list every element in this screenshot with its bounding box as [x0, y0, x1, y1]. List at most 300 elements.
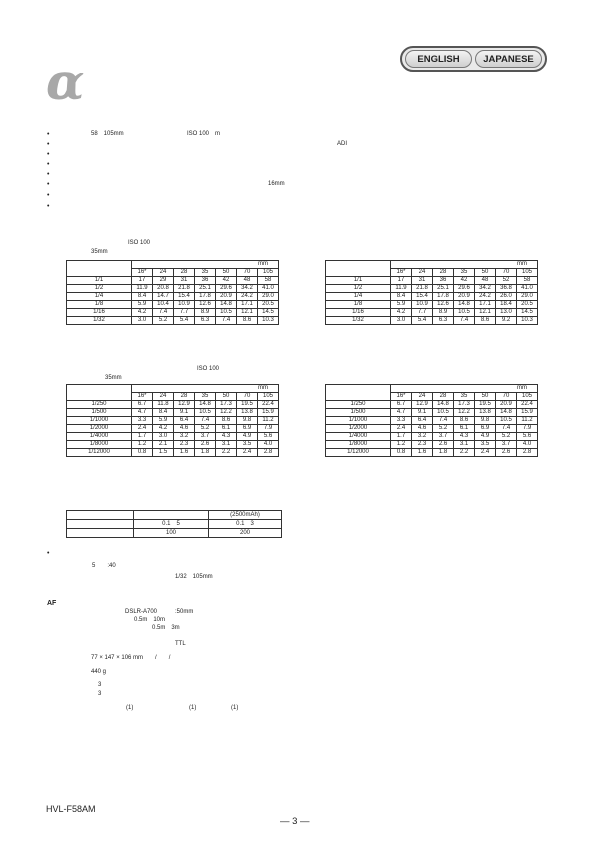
row-label: 1/500: [67, 409, 132, 417]
hss-format-label: 35mm: [105, 375, 122, 381]
table-cell: 4.6: [174, 425, 195, 433]
table-cell: 20.8: [153, 285, 174, 293]
table-cell: 5.4: [412, 317, 433, 325]
table-cell: 12.6: [195, 301, 216, 309]
focal-length-header: 28: [174, 393, 195, 401]
spec-ttl: TTL: [175, 641, 186, 647]
table-cell: 12.2: [454, 409, 475, 417]
table-cell: 5.2: [195, 425, 216, 433]
table-row: [326, 441, 538, 449]
row-label: 1/4: [67, 293, 132, 301]
table-cell: 17.1: [475, 301, 496, 309]
page-number: — 3 —: [280, 816, 310, 827]
table-cell: 12.9: [174, 401, 195, 409]
table-cell: 7.9: [258, 425, 279, 433]
focal-length-header: 16*: [391, 269, 412, 277]
row-label: 1/4: [326, 293, 391, 301]
table-cell: 4.7: [391, 409, 412, 417]
table-cell: 6.4: [412, 417, 433, 425]
table-cell: 8.6: [454, 417, 475, 425]
table-cell: 15.4: [412, 293, 433, 301]
table-cell: 1.5: [153, 449, 174, 457]
table-cell: 8.6: [475, 317, 496, 325]
gn-iso-label: ISO 100: [128, 240, 151, 246]
table-cell: 4.2: [132, 309, 153, 317]
row-label: 1/12000: [326, 449, 391, 457]
table-cell: 17.8: [195, 293, 216, 301]
table-cell: 1.6: [412, 449, 433, 457]
table-cell: 2.6: [496, 449, 517, 457]
table-cell: 41.0: [517, 285, 538, 293]
focal-length-header: 105: [258, 393, 279, 401]
language-japanese-tab[interactable]: JAPANESE: [475, 50, 542, 68]
row-label: 1/8: [326, 301, 391, 309]
battery-col3-header: (2500mAh): [209, 511, 282, 520]
row-label: 1/4000: [67, 433, 132, 441]
table-cell: 2.3: [412, 441, 433, 449]
table-cell: 15.9: [258, 409, 279, 417]
table-cell: 3.0: [132, 317, 153, 325]
table-cell: 3.0: [391, 317, 412, 325]
table-cell: 25.1: [433, 285, 454, 293]
table-cell: 10.5: [454, 309, 475, 317]
table-cell: 4.3: [454, 433, 475, 441]
focal-length-header: 50: [216, 393, 237, 401]
focal-length-header: 24: [412, 269, 433, 277]
table-cell: 11.2: [258, 417, 279, 425]
row-label: 1/16: [326, 309, 391, 317]
table-cell: 3.3: [132, 417, 153, 425]
table-cell: 8.4: [391, 293, 412, 301]
table-cell: 20.5: [517, 301, 538, 309]
table-cell: 58: [258, 277, 279, 285]
focal-length-header: 105: [517, 393, 538, 401]
focal-length-header: 28: [433, 269, 454, 277]
bullet-dot: •: [47, 151, 50, 158]
table-row: [326, 277, 538, 285]
table-cell: 17.3: [454, 401, 475, 409]
unit-header: mm: [391, 385, 538, 393]
table-cell: 4.2: [153, 425, 174, 433]
focal-length-header: 50: [216, 269, 237, 277]
focal-length-header: 50: [475, 269, 496, 277]
table-cell: 5.9: [391, 301, 412, 309]
spec-range-1: 0.5m 10m: [134, 617, 166, 623]
table-row: [67, 433, 279, 441]
table-cell: 11.9: [391, 285, 412, 293]
table-cell: 4.2: [391, 309, 412, 317]
spec-af-heading: AF: [47, 600, 57, 607]
table-row: [326, 449, 538, 457]
table-cell: 52: [496, 277, 517, 285]
table-row: [326, 417, 538, 425]
spec-camera-line: DSLR-A700 :50mm: [125, 609, 194, 615]
table-cell: 11.9: [132, 285, 153, 293]
table-cell: 1.2: [132, 441, 153, 449]
table-cell: 6.3: [433, 317, 454, 325]
table-cell: 24.2: [475, 293, 496, 301]
hss-iso-label: ISO 100: [197, 366, 220, 372]
table-row: [67, 293, 279, 301]
table-cell: 6.9: [475, 425, 496, 433]
unit-header: mm: [132, 385, 279, 393]
focal-length-header: 70: [496, 393, 517, 401]
table-cell: 15.4: [174, 293, 195, 301]
table-row: [67, 409, 279, 417]
table-cell: 6.9: [237, 425, 258, 433]
bullet-dot: •: [47, 161, 50, 168]
hss-table-d: [325, 384, 538, 457]
table-cell: 36.8: [496, 285, 517, 293]
battery-row2-b: 200: [209, 529, 282, 538]
bullet-text: 16mm: [268, 181, 285, 187]
table-cell: 3.5: [237, 441, 258, 449]
language-english-tab[interactable]: ENGLISH: [405, 50, 472, 68]
row-label: 1/2: [67, 285, 132, 293]
spec-accessory-1: (1): [126, 705, 134, 711]
table-cell: 5.2: [433, 425, 454, 433]
focal-length-header: 35: [454, 269, 475, 277]
table-cell: 6.1: [454, 425, 475, 433]
table-cell: 3.5: [475, 441, 496, 449]
table-cell: 7.4: [195, 417, 216, 425]
row-label: 1/32: [67, 317, 132, 325]
unit-header: mm: [132, 261, 279, 269]
table-cell: 12.2: [216, 409, 237, 417]
table-row: [326, 433, 538, 441]
table-cell: 6.3: [195, 317, 216, 325]
table-row: [326, 285, 538, 293]
table-cell: 7.4: [496, 425, 517, 433]
table-cell: 14.8: [496, 409, 517, 417]
table-cell: 8.4: [132, 293, 153, 301]
table-cell: 5.6: [258, 433, 279, 441]
table-cell: 29: [153, 277, 174, 285]
table-cell: 17: [132, 277, 153, 285]
table-cell: 10.9: [412, 301, 433, 309]
table-cell: 14.8: [433, 401, 454, 409]
table-cell: 8.6: [237, 317, 258, 325]
table-cell: 11.8: [153, 401, 174, 409]
table-cell: 10.4: [153, 301, 174, 309]
table-cell: 5.9: [153, 417, 174, 425]
focal-length-header: 24: [412, 393, 433, 401]
guide-number-table-a: [66, 260, 279, 325]
table-cell: 14.5: [517, 309, 538, 317]
table-cell: 3.0: [153, 433, 174, 441]
table-cell: 31: [174, 277, 195, 285]
row-label: 1/32: [326, 317, 391, 325]
focal-length-header: 35: [195, 269, 216, 277]
row-label: 1/2000: [67, 425, 132, 433]
row-label: 1/12000: [67, 449, 132, 457]
row-label: 1/1: [326, 277, 391, 285]
row-label: 1/4000: [326, 433, 391, 441]
table-cell: 58: [517, 277, 538, 285]
table-cell: 0.8: [391, 449, 412, 457]
table-cell: 10.5: [216, 309, 237, 317]
table-cell: 10.3: [258, 317, 279, 325]
table-cell: 2.3: [174, 441, 195, 449]
table-cell: 9.8: [237, 417, 258, 425]
table-cell: 4.3: [216, 433, 237, 441]
row-label: 1/250: [67, 401, 132, 409]
table-cell: 42: [454, 277, 475, 285]
table-cell: 7.7: [412, 309, 433, 317]
table-cell: 1.7: [391, 433, 412, 441]
table-cell: 36: [433, 277, 454, 285]
table-cell: 4.0: [258, 441, 279, 449]
table-row: [326, 401, 538, 409]
table-row: [67, 401, 279, 409]
focal-length-header: 50: [475, 393, 496, 401]
table-cell: 1.8: [195, 449, 216, 457]
focal-length-header: 24: [153, 393, 174, 401]
bullet-dot: •: [47, 203, 50, 210]
table-cell: 8.6: [216, 417, 237, 425]
table-cell: 8.9: [195, 309, 216, 317]
table-cell: 36: [195, 277, 216, 285]
battery-row2-a: 100: [134, 529, 209, 538]
table-cell: 22.4: [517, 401, 538, 409]
table-cell: 20.9: [216, 293, 237, 301]
bullet-dot: •: [47, 192, 50, 199]
table-cell: 21.8: [412, 285, 433, 293]
table-cell: 10.9: [174, 301, 195, 309]
row-label: 1/250: [326, 401, 391, 409]
table-cell: 14.8: [454, 301, 475, 309]
note-line-2: 1/32 105mm: [175, 574, 213, 580]
table-cell: 12.6: [433, 301, 454, 309]
bullet-dot: •: [47, 550, 50, 557]
table-cell: 1.8: [433, 449, 454, 457]
spec-accessory-3: (1): [231, 705, 239, 711]
table-cell: 7.4: [216, 317, 237, 325]
table-cell: 5.4: [174, 317, 195, 325]
table-cell: 42: [216, 277, 237, 285]
table-cell: 11.2: [517, 417, 538, 425]
table-cell: 10.3: [517, 317, 538, 325]
table-cell: 8.4: [153, 409, 174, 417]
table-cell: 14.5: [258, 309, 279, 317]
table-cell: 2.4: [237, 449, 258, 457]
note-line-1: 5 :40: [92, 563, 116, 569]
table-cell: 8.9: [433, 309, 454, 317]
table-cell: 3.2: [412, 433, 433, 441]
table-cell: 29.6: [216, 285, 237, 293]
model-name: HVL-F58AM: [46, 804, 96, 814]
table-cell: 9.2: [496, 317, 517, 325]
row-label: 1/16: [67, 309, 132, 317]
table-cell: 7.9: [517, 425, 538, 433]
table-cell: 1.7: [132, 433, 153, 441]
table-cell: 2.8: [517, 449, 538, 457]
table-cell: 10.5: [195, 409, 216, 417]
focal-length-header: 35: [454, 393, 475, 401]
table-cell: 3.2: [174, 433, 195, 441]
table-cell: 2.6: [433, 441, 454, 449]
table-cell: 29.0: [258, 293, 279, 301]
table-cell: 5.9: [132, 301, 153, 309]
table-row: [67, 277, 279, 285]
row-label: 1/2000: [326, 425, 391, 433]
table-cell: 14.7: [153, 293, 174, 301]
table-row: [326, 409, 538, 417]
table-cell: 10.5: [496, 417, 517, 425]
table-cell: 29.6: [454, 285, 475, 293]
gn-format-label: 35mm: [91, 249, 108, 255]
focal-length-header: 16*: [132, 393, 153, 401]
bullet-dot: •: [47, 131, 50, 138]
table-cell: 17.8: [433, 293, 454, 301]
table-cell: 6.7: [391, 401, 412, 409]
table-row: [326, 293, 538, 301]
table-row: [67, 317, 279, 325]
guide-number-table-b: [325, 260, 538, 325]
alpha-logo: α: [46, 52, 85, 111]
table-cell: 2.1: [153, 441, 174, 449]
language-selector: [400, 46, 547, 72]
table-cell: 3.3: [391, 417, 412, 425]
row-label: 1/8: [67, 301, 132, 309]
table-row: [67, 425, 279, 433]
table-cell: 12.1: [475, 309, 496, 317]
table-cell: 6.7: [132, 401, 153, 409]
focal-length-header: 28: [174, 269, 195, 277]
focal-length-header: 70: [237, 269, 258, 277]
hss-table-c: [66, 384, 279, 457]
table-row: [67, 441, 279, 449]
spec-range-2: 0.5m 3m: [152, 625, 180, 631]
table-row: [326, 425, 538, 433]
table-cell: 3.7: [433, 433, 454, 441]
focal-length-header: 70: [237, 393, 258, 401]
spec-accessory-2: (1): [189, 705, 197, 711]
table-cell: 12.9: [412, 401, 433, 409]
table-cell: 17.3: [216, 401, 237, 409]
bullet-text: 58 105mm: [91, 131, 124, 137]
table-cell: 34.2: [237, 285, 258, 293]
table-cell: 7.7: [174, 309, 195, 317]
table-cell: 48: [475, 277, 496, 285]
table-cell: 13.8: [475, 409, 496, 417]
table-cell: 3.1: [216, 441, 237, 449]
table-cell: 7.4: [153, 309, 174, 317]
table-row: [67, 285, 279, 293]
table-row: [326, 301, 538, 309]
battery-row1-a: 0.1 5: [134, 520, 209, 529]
table-cell: 15.9: [517, 409, 538, 417]
focal-length-header: 16*: [132, 269, 153, 277]
table-cell: 10.5: [433, 409, 454, 417]
table-cell: 20.5: [258, 301, 279, 309]
table-cell: 9.8: [475, 417, 496, 425]
row-label: 1/1000: [326, 417, 391, 425]
table-cell: 9.1: [174, 409, 195, 417]
table-cell: 18.4: [496, 301, 517, 309]
focal-length-header: 35: [195, 393, 216, 401]
table-cell: 9.1: [412, 409, 433, 417]
table-cell: 19.5: [237, 401, 258, 409]
table-cell: 13.0: [496, 309, 517, 317]
row-label: 1/1000: [67, 417, 132, 425]
table-cell: 2.4: [475, 449, 496, 457]
table-row: [67, 301, 279, 309]
focal-length-header: 105: [258, 269, 279, 277]
table-cell: 5.6: [517, 433, 538, 441]
table-cell: 12.1: [237, 309, 258, 317]
table-cell: 19.5: [475, 401, 496, 409]
table-cell: 4.7: [132, 409, 153, 417]
table-cell: 20.9: [496, 401, 517, 409]
row-label: 1/8000: [326, 441, 391, 449]
unit-header: mm: [391, 261, 538, 269]
bullet-dot: •: [47, 181, 50, 188]
row-label: 1/500: [326, 409, 391, 417]
table-cell: 0.8: [132, 449, 153, 457]
table-cell: 20.9: [454, 293, 475, 301]
bullet-dot: •: [47, 171, 50, 178]
spec-item-a: 3: [98, 682, 102, 688]
table-cell: 5.2: [153, 317, 174, 325]
table-cell: 22.4: [258, 401, 279, 409]
table-cell: 4.9: [237, 433, 258, 441]
table-row: [326, 317, 538, 325]
table-row: [67, 449, 279, 457]
table-cell: 14.8: [216, 301, 237, 309]
table-cell: 17.1: [237, 301, 258, 309]
table-cell: 1.2: [391, 441, 412, 449]
table-cell: 26.0: [496, 293, 517, 301]
table-row: [326, 309, 538, 317]
table-cell: 5.2: [496, 433, 517, 441]
bullet-dot: •: [47, 141, 50, 148]
table-row: [67, 417, 279, 425]
table-cell: 21.8: [174, 285, 195, 293]
table-cell: 2.8: [258, 449, 279, 457]
table-cell: 48: [237, 277, 258, 285]
table-cell: 7.4: [433, 417, 454, 425]
table-cell: 3.7: [195, 433, 216, 441]
table-row: [67, 309, 279, 317]
table-cell: 2.4: [132, 425, 153, 433]
table-cell: 31: [412, 277, 433, 285]
spec-weight: 440 g: [91, 669, 107, 675]
focal-length-header: 70: [496, 269, 517, 277]
table-cell: 2.6: [195, 441, 216, 449]
table-cell: 2.4: [391, 425, 412, 433]
table-cell: 4.6: [412, 425, 433, 433]
table-cell: 4.9: [475, 433, 496, 441]
focal-length-header: 16*: [391, 393, 412, 401]
focal-length-header: 105: [517, 269, 538, 277]
table-cell: 17: [391, 277, 412, 285]
table-cell: 6.1: [216, 425, 237, 433]
table-cell: 25.1: [195, 285, 216, 293]
row-label: 1/2: [326, 285, 391, 293]
focal-length-header: 28: [433, 393, 454, 401]
table-cell: 29.0: [517, 293, 538, 301]
table-cell: 3.1: [454, 441, 475, 449]
battery-table: [66, 510, 282, 538]
table-cell: 1.6: [174, 449, 195, 457]
bullet-text: ISO 100 m: [187, 131, 221, 137]
table-cell: 2.2: [454, 449, 475, 457]
table-cell: 4.0: [517, 441, 538, 449]
table-cell: 6.4: [174, 417, 195, 425]
bullet-text: ADI: [337, 141, 348, 147]
spec-dimensions: 77 × 147 × 106 mm / /: [91, 655, 171, 661]
